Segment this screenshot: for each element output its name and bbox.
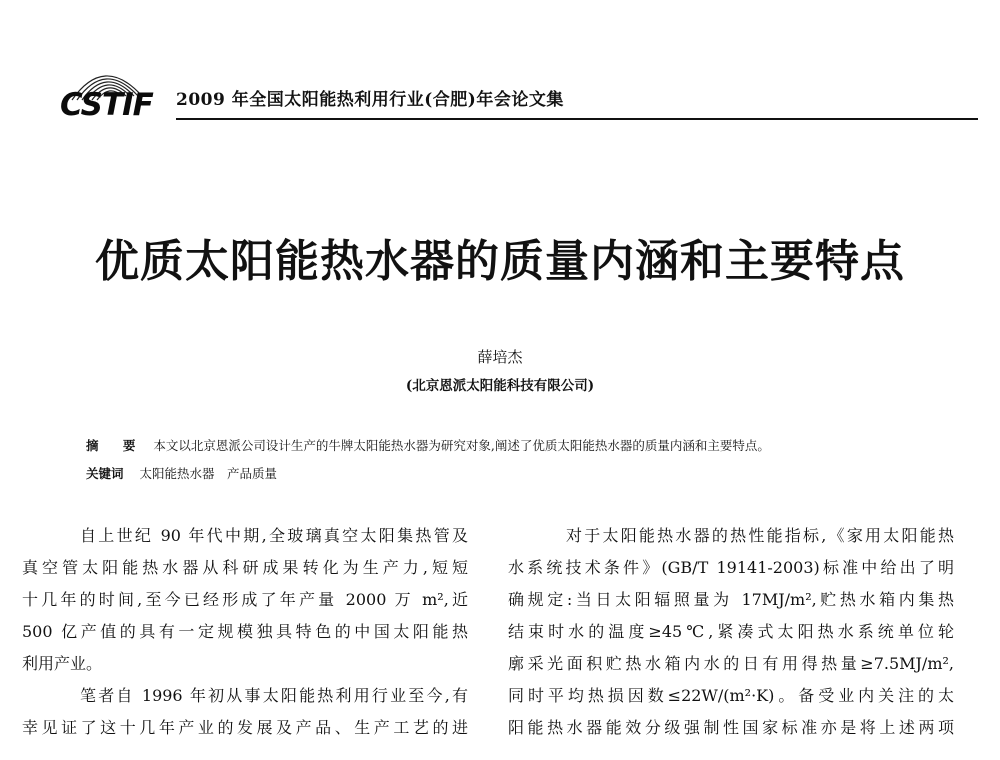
text-line: 利用产业。 xyxy=(22,654,103,673)
text-line: 500 亿产值的具有一定规模独具特色的中国太阳能热 xyxy=(22,622,468,641)
body-column-left xyxy=(22,520,468,744)
abstract-text: 本文以北京恩派公司设计生产的牛牌太阳能热水器为研究对象,阐述了优质太阳能热水器的质量内涵和主要特点。 xyxy=(153,438,770,453)
keywords xyxy=(86,468,277,481)
body-column-right xyxy=(508,520,954,744)
proceedings-title: 2009 年全国太阳能热利用行业(合肥)年会论文集 xyxy=(176,90,564,110)
author-affiliation: (北京恩派太阳能科技有限公司) xyxy=(405,378,595,394)
text-line: 十几年的时间,至今已经形成了年产量 2000 万 m²,近 xyxy=(22,590,468,609)
text-line: 确规定:当日太阳辐照量为 17MJ/m²,贮热水箱内集热 xyxy=(508,590,954,609)
logo-wordmark: CSTIF xyxy=(60,87,153,123)
text-line: 笔者自 1996 年初从事太阳能热利用行业至今,有 xyxy=(80,686,468,705)
text-line: 同时平均热损因数≤22W/(m²·K)。备受业内关注的太 xyxy=(508,686,954,705)
keywords-text: 太阳能热水器 产品质量 xyxy=(139,466,278,481)
text-line: 幸见证了这十几年产业的发展及产品、生产工艺的进 xyxy=(22,718,468,737)
text-line: 阳能热水器能效分级强制性国家标准亦是将上述两项 xyxy=(508,718,954,737)
cstif-logo xyxy=(58,56,178,128)
paper-title: 优质太阳能热水器的质量内涵和主要特点 xyxy=(95,236,905,287)
keywords-label: 关键词 xyxy=(86,466,124,481)
text-line: 对于太阳能热水器的热性能指标,《家用太阳能热 xyxy=(566,526,954,545)
header-divider xyxy=(176,118,978,120)
abstract xyxy=(86,440,770,453)
text-line: 水系统技术条件》(GB/T 19141-2003)标准中给出了明 xyxy=(508,558,954,577)
text-line: 结束时水的温度≥45℃,紧凑式太阳热水系统单位轮 xyxy=(508,622,954,641)
text-line: 自上世纪 90 年代中期,全玻璃真空太阳集热管及 xyxy=(80,526,468,545)
text-line: 廓采光面积贮热水箱内水的日有用得热量≥7.5MJ/m², xyxy=(508,654,954,673)
author-name: 薛培杰 xyxy=(477,348,523,366)
text-line: 真空管太阳能热水器从科研成果转化为生产力,短短 xyxy=(22,558,468,577)
abstract-label: 摘 要 xyxy=(86,438,146,453)
